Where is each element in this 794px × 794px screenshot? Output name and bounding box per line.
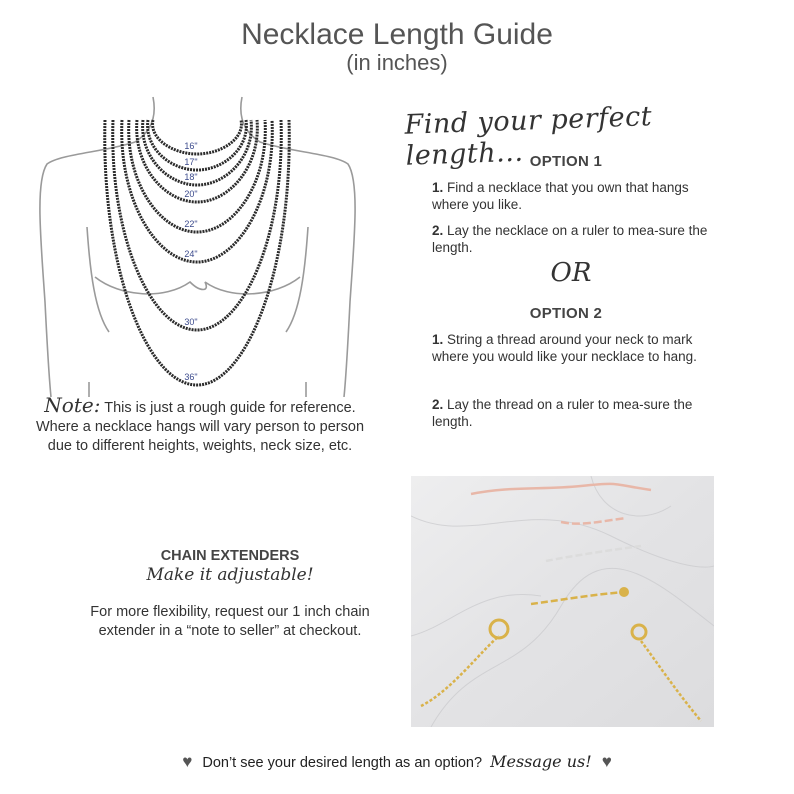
option1-step1 <box>432 179 722 213</box>
or-divider: OR <box>550 258 592 288</box>
note-block <box>30 393 370 456</box>
chain-extender-photo <box>411 476 714 727</box>
extenders-title: CHAIN EXTENDERS <box>160 548 300 564</box>
option2-title: OPTION 2 <box>529 305 603 322</box>
extenders-text: For more flexibility, request our 1 inch chain extender in a “note to seller” at checkout. <box>90 604 370 639</box>
option2-step2 <box>432 396 722 430</box>
chain-label-5: 24" <box>184 249 198 259</box>
find-length-heading: Find your perfect length... <box>404 101 653 172</box>
chain-label-4: 22" <box>184 219 198 229</box>
footer <box>0 752 794 772</box>
option1-step1-text: Find a necklace that you own that hangs where you like. <box>432 180 689 212</box>
chain-label-7: 36" <box>184 372 198 382</box>
option1-step2 <box>432 222 722 256</box>
option2-step1 <box>432 331 722 365</box>
chain-label-1: 17" <box>184 157 198 167</box>
chain-label-3: 20" <box>184 189 198 199</box>
chain-label-2: 18" <box>184 172 198 182</box>
option1-step1-num: 1. <box>432 180 444 195</box>
option2-step2-num: 2. <box>432 397 444 412</box>
option2-step2-text: Lay the thread on a ruler to mea-sure the length. <box>432 397 693 429</box>
chain-label-0: 16" <box>184 141 198 151</box>
option1-step2-num: 2. <box>432 223 444 238</box>
option1-step2-text: Lay the necklace on a ruler to mea-sure the length. <box>432 223 708 255</box>
note-label: Note: <box>44 393 101 417</box>
necklace-length-figure <box>25 92 370 397</box>
chain-label-6: 30" <box>184 317 198 327</box>
option2-step1-text: String a thread around your neck to mark where you would like your necklace to hang. <box>432 332 697 364</box>
option2-step1-num: 1. <box>432 332 444 347</box>
heart-icon-left: ♥ <box>182 752 193 771</box>
note-text: This is just a rough guide for reference. Where a necklace hangs will vary person to person due to different heights, weights, neck size, etc. <box>35 400 365 454</box>
extenders-script: Make it adjustable! <box>146 565 314 585</box>
message-us-link[interactable]: Message us! <box>490 752 592 771</box>
heart-icon-right: ♥ <box>601 752 612 771</box>
page-subtitle: (in inches) <box>346 50 448 75</box>
page-title: Necklace Length Guide <box>241 18 553 51</box>
option1-title: OPTION 1 <box>529 153 603 170</box>
footer-text: Don’t see your desired length as an option? <box>202 755 483 771</box>
